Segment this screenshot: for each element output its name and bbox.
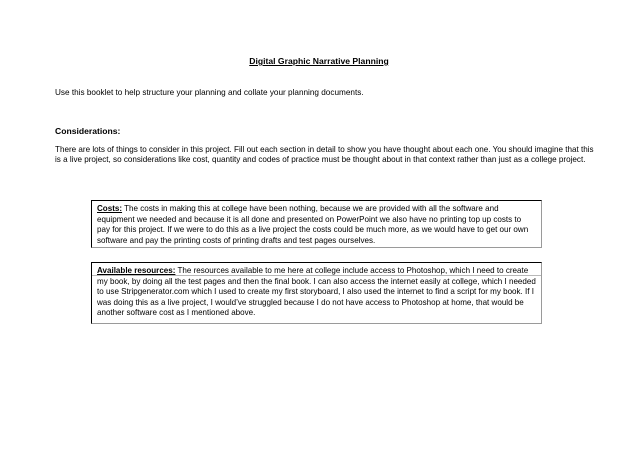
- costs-text: The costs in making this at college have been nothing, because we are provided with all the software and equipment we needed and because it is all done and presented on PowerPoint we also have no printing top up costs to pay for this project. If we were to do this as a live project the costs could be much more, as we would have to get our own software and pay the printing costs of printing drafts and test pages ourselves.: [97, 204, 529, 245]
- considerations-heading: Considerations:: [55, 126, 121, 136]
- resources-section-box: [91, 262, 542, 324]
- considerations-text: There are lots of things to consider in this project. Fill out each section in detail to show you have thought about each one. You should imagine that this is a live project, so considerations like cost, quantity and codes of practice must be thought about in that context rather than just as a college project.: [55, 145, 594, 165]
- resources-text: The resources available to me here at college include access to Photoshop, which I need to create my book, by doing all the test pages and then the final book. I can also access the internet easily at college, which I needed to use Stripgenerator.com which I used to create my first storyboard, I also used the internet to find a script for my book. If I was doing this as a live project, I would’ve struggled because I do not have access to Photoshop at home, that would be another software cost as I mentioned above.: [97, 266, 536, 317]
- costs-label: Costs:: [97, 204, 123, 213]
- box-rule-line: [92, 275, 541, 276]
- resources-label: Available resources:: [97, 266, 176, 275]
- page-title: Digital Graphic Narrative Planning: [249, 56, 389, 66]
- costs-section-box: [91, 200, 542, 248]
- intro-text: Use this booklet to help structure your planning and collate your planning documents.: [55, 88, 364, 97]
